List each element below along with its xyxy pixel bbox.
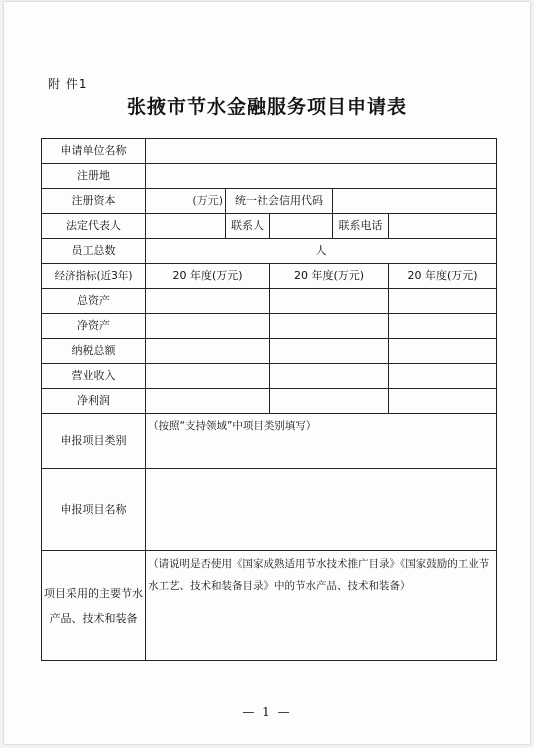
- metric-cell[interactable]: [146, 289, 270, 314]
- employees-unit: 人: [315, 244, 327, 257]
- metric-cell[interactable]: [146, 364, 270, 389]
- metric-cell[interactable]: [146, 314, 270, 339]
- project-category-note: （按照“支持领域”中项目类别填写）: [148, 420, 317, 432]
- row-total-assets: [42, 289, 497, 314]
- page-number: — 1 —: [242, 705, 292, 719]
- row-tech: [42, 551, 497, 661]
- reg-capital-unit: (万元): [192, 194, 223, 207]
- row-tax-total: [42, 339, 497, 364]
- row-project-category: [42, 414, 497, 469]
- metric-cell[interactable]: [389, 364, 497, 389]
- employees-field[interactable]: [146, 239, 497, 264]
- metric-cell[interactable]: [389, 314, 497, 339]
- row-legal-rep: [42, 214, 497, 239]
- reg-address-label: 注册地: [42, 164, 146, 189]
- project-name-label: 申报项目名称: [42, 469, 146, 551]
- metric-cell[interactable]: [389, 339, 497, 364]
- tech-note: （请说明是否使用《国家成熟适用节水技术推广目录》《国家鼓励的工业节水工艺、技术和装备目录》中的节水产品、技术和装备）: [148, 558, 490, 592]
- metric-label-net-assets: 净资产: [42, 314, 146, 339]
- metric-label-total-assets: 总资产: [42, 289, 146, 314]
- contact-label: 联系人: [226, 214, 270, 239]
- metric-cell[interactable]: [270, 289, 389, 314]
- metric-cell[interactable]: [389, 289, 497, 314]
- row-project-name: [42, 469, 497, 551]
- reg-capital-field[interactable]: [146, 189, 226, 214]
- reg-capital-label: 注册资本: [42, 189, 146, 214]
- legal-rep-field[interactable]: [146, 214, 226, 239]
- row-applicant: [42, 139, 497, 164]
- attachment-label: 附 件1: [48, 77, 88, 91]
- row-net-assets: [42, 314, 497, 339]
- metric-cell[interactable]: [146, 389, 270, 414]
- applicant-name-field[interactable]: [146, 139, 497, 164]
- year-col-2: 20 年度(万元): [270, 264, 389, 289]
- row-revenue: [42, 364, 497, 389]
- metric-cell[interactable]: [270, 389, 389, 414]
- row-econ-header: [42, 264, 497, 289]
- document-page: [4, 2, 530, 744]
- row-employees: [42, 239, 497, 264]
- applicant-name-label: 申请单位名称: [42, 139, 146, 164]
- metric-label-tax-total: 纳税总额: [42, 339, 146, 364]
- row-net-profit: [42, 389, 497, 414]
- form-title: 张掖市节水金融服务项目申请表: [126, 96, 407, 118]
- contact-phone-field[interactable]: [389, 214, 497, 239]
- metric-cell[interactable]: [146, 339, 270, 364]
- credit-code-label: 统一社会信用代码: [226, 189, 333, 214]
- project-name-field[interactable]: [146, 469, 497, 551]
- legal-rep-label: 法定代表人: [42, 214, 146, 239]
- contact-field[interactable]: [270, 214, 333, 239]
- metric-label-revenue: 营业收入: [42, 364, 146, 389]
- employees-label: 员工总数: [42, 239, 146, 264]
- reg-address-field[interactable]: [146, 164, 497, 189]
- year-col-3: 20 年度(万元): [389, 264, 497, 289]
- metric-label-net-profit: 净利润: [42, 389, 146, 414]
- project-category-field[interactable]: [146, 414, 497, 469]
- metric-cell[interactable]: [270, 339, 389, 364]
- row-reg-capital: [42, 189, 497, 214]
- metric-cell[interactable]: [270, 314, 389, 339]
- row-reg-address: [42, 164, 497, 189]
- tech-field[interactable]: [146, 551, 497, 661]
- year-col-1: 20 年度(万元): [146, 264, 270, 289]
- project-category-label: 申报项目类别: [42, 414, 146, 469]
- tech-label: 项目采用的主要节水产品、技术和装备: [42, 551, 146, 661]
- application-form-table: [41, 138, 497, 661]
- metric-cell[interactable]: [270, 364, 389, 389]
- credit-code-field[interactable]: [333, 189, 497, 214]
- contact-phone-label: 联系电话: [333, 214, 389, 239]
- econ-indicators-label: 经济指标(近3年): [42, 264, 146, 289]
- metric-cell[interactable]: [389, 389, 497, 414]
